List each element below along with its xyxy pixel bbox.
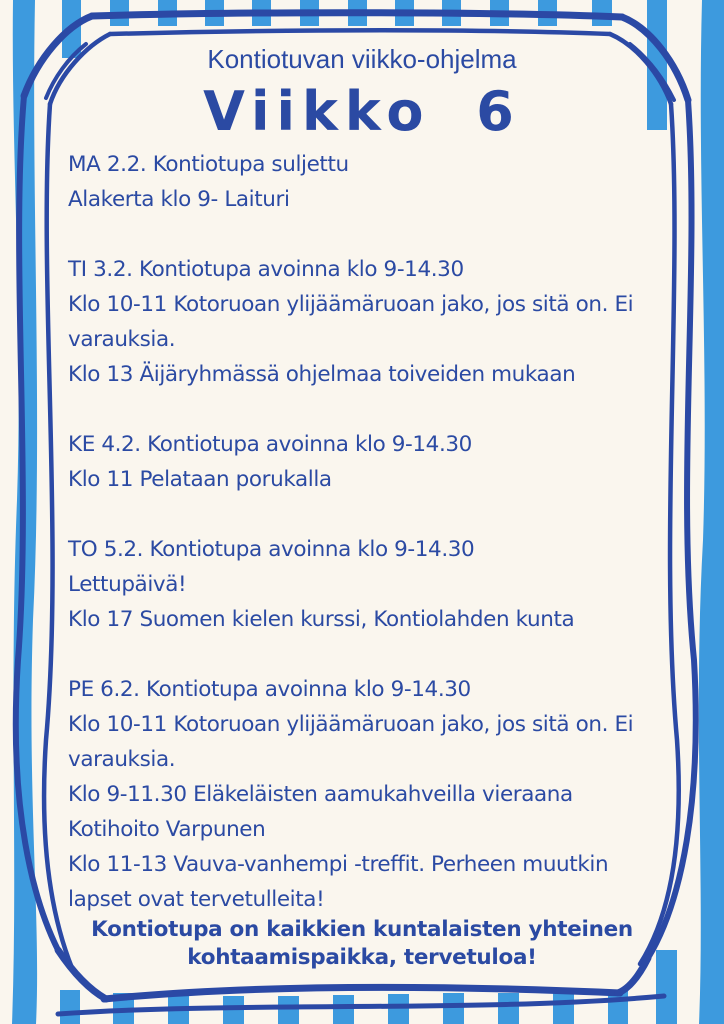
stripe-right-edge (699, 0, 724, 1024)
schedule-line: Klo 17 Suomen kielen kurssi, Kontiolahden kunta (68, 607, 575, 632)
schedule-line: Klo 13 Äijäryhmässä ohjelmaa toiveiden mukaan (68, 362, 576, 387)
day-section (68, 532, 664, 637)
schedule-line: Klo 10-11 Kotoruoan ylijäämäruoan jako, jos sitä on. Ei varauksia. (68, 712, 634, 772)
day-section (68, 672, 664, 917)
schedule-line: Lettupäivä! (68, 572, 187, 597)
schedule (68, 147, 664, 952)
poster-footer (62, 916, 662, 972)
schedule-line: KE 4.2. Kontiotupa avoinna klo 9-14.30 (68, 432, 472, 457)
day-section (68, 252, 664, 392)
schedule-line: Klo 10-11 Kotoruoan ylijäämäruoan jako, jos sitä on. Ei varauksia. (68, 292, 634, 352)
schedule-line: Alakerta klo 9- Laituri (68, 187, 290, 212)
day-section (68, 147, 664, 217)
schedule-line: Klo 11-13 Vauva-vanhempi -treffit. Perheen muutkin lapset ovat tervetulleita! (68, 852, 609, 912)
schedule-line: TI 3.2. Kontiotupa avoinna klo 9-14.30 (68, 257, 464, 282)
footer-line-1: Kontiotupa on kaikkien kuntalaisten yhteinen (91, 917, 633, 942)
schedule-line: Klo 11 Pelataan porukalla (68, 467, 332, 492)
poster-subtitle: Kontiotuvan viikko-ohjelma (207, 44, 517, 74)
schedule-line: MA 2.2. Kontiotupa suljettu (68, 152, 349, 177)
poster-title: Viikko 6 (203, 80, 521, 143)
day-section (68, 427, 664, 497)
schedule-line: PE 6.2. Kontiotupa avoinna klo 9-14.30 (68, 677, 471, 702)
schedule-line: TO 5.2. Kontiotupa avoinna klo 9-14.30 (68, 537, 475, 562)
schedule-line: Klo 9-11.30 Eläkeläisten aamukahveilla vieraana Kotihoito Varpunen (68, 782, 573, 842)
footer-line-2: kohtaamispaikka, tervetuloa! (187, 945, 537, 970)
